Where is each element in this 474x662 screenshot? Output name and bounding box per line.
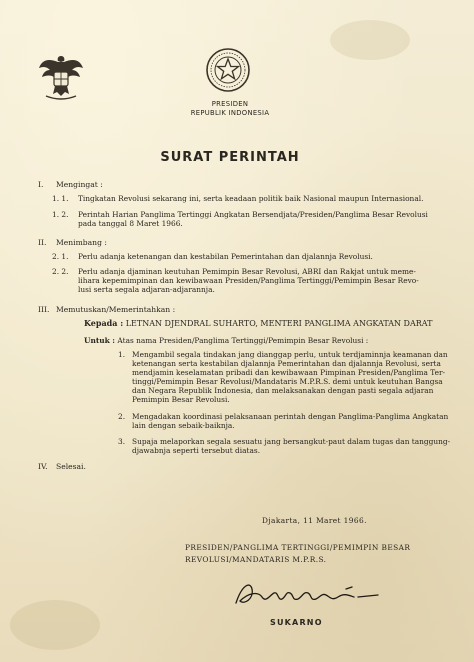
section-3-heading: [38, 305, 175, 314]
place-date: Djakarta, 11 Maret 1966.: [262, 516, 367, 525]
section-3-label: III.: [38, 305, 50, 314]
item-text: Perintah Harian Panglima Tertinggi Angkatan Bersendjata/Presiden/Panglima Besar Revolusi: [78, 210, 428, 219]
office-line-2: REPUBLIK INDONESIA: [190, 108, 270, 117]
item-number: 2. 2.: [52, 267, 69, 276]
handwritten-signature: [228, 575, 388, 615]
order-text-continued: tinggi/Pemimpin Besar Revolusi/Mandataris M.P.R.S. demi untuk keutuhan Bangsa: [132, 377, 443, 386]
item-text: Perlu adanja djaminan keutuhan Pemimpin Besar Revolusi, ABRI dan Rakjat untuk meme-: [78, 267, 416, 276]
order-text-continued: mendjamin keselamatan pribadi dan kewibawaan Pimpinan Presiden/Panglima Ter-: [132, 368, 446, 377]
item-text: Tingkatan Revolusi sekarang ini, serta keadaan politik baik Nasional maupun Internasional.: [78, 194, 424, 203]
untuk-line: [84, 336, 464, 345]
section-2-heading: [38, 238, 107, 247]
order-number: 3.: [118, 437, 126, 446]
garuda-emblem-icon: [38, 50, 84, 102]
section-4-heading: [38, 462, 86, 471]
item-number: 1. 1.: [52, 194, 69, 203]
order-text-continued: dan Negara Republik Indonesia, dan melaksanakan dengan pasti segala adjaran: [132, 386, 434, 395]
list-item: [52, 252, 452, 261]
list-item: [52, 210, 452, 219]
office-line-1: PRESIDEN: [211, 100, 249, 108]
order-item: [118, 350, 458, 359]
item-text-continued: lusi serta segala adjaran-adjarannja.: [78, 285, 215, 294]
item-text-continued: lihara kepemimpinan dan kewibawaan Presiden/Panglima Tertinggi/Pemimpin Besar Revo-: [78, 276, 419, 285]
section-4-title: Selesai.: [56, 462, 86, 471]
order-text: Supaja melaporkan segala sesuatu jang bersangkut-paut dalam tugas dan tanggung-: [132, 437, 451, 446]
signatory-title-line-2: REVOLUSI/MANDATARIS M.P.R.S.: [185, 555, 327, 564]
signature-name: SUKARNO: [270, 618, 323, 627]
office-heading: [160, 100, 300, 117]
order-text-continued: Pemimpin Besar Revolusi.: [132, 395, 230, 404]
kepada-line: [84, 319, 464, 328]
paper-stain: [330, 20, 410, 60]
order-item: [118, 412, 458, 421]
item-text-continued: pada tanggal 8 Maret 1966.: [78, 219, 183, 228]
section-2-label: II.: [38, 238, 47, 247]
list-item: [52, 267, 452, 276]
presidential-seal-icon: [205, 47, 251, 93]
section-4-label: IV.: [38, 462, 48, 471]
untuk-text: Atas nama Presiden/Panglima Tertinggi/Pemimpin Besar Revolusi :: [117, 336, 369, 345]
list-item: [52, 194, 452, 203]
untuk-label: Untuk :: [84, 336, 116, 345]
order-text: Mengambil segala tindakan jang dianggap perlu, untuk terdjaminnja keamanan dan: [132, 350, 448, 359]
page-title: SURAT PERINTAH: [160, 150, 300, 165]
kepada-text: LETNAN DJENDRAL SUHARTO, MENTERI PANGLIMA ANGKATAN DARAT: [125, 319, 433, 328]
order-text-continued: ketenangan serta kestabilan djalannja Pemerintahan dan djalannja Revolusi, serta: [132, 359, 441, 368]
section-2-title: Menimbang :: [56, 238, 107, 247]
kepada-label: Kepada :: [84, 318, 124, 328]
item-number: 1. 2.: [52, 210, 69, 219]
section-3-title: Memutuskan/Memerintahkan :: [56, 305, 176, 314]
order-number: 1.: [118, 350, 126, 359]
item-text: Perlu adanja ketenangan dan kestabilan Pemerintahan dan djalannja Revolusi.: [78, 252, 373, 261]
order-text: Mengadakan koordinasi pelaksanaan perintah dengan Panglima-Panglima Angkatan: [132, 412, 449, 421]
item-number: 2. 1.: [52, 252, 69, 261]
order-number: 2.: [118, 412, 126, 421]
section-1-heading: [38, 180, 103, 189]
order-item: [118, 437, 458, 446]
section-1-label: I.: [38, 180, 44, 189]
order-text-continued: lain dengan sebaik-baiknja.: [132, 421, 235, 430]
paper-stain: [10, 600, 100, 650]
section-1-title: Mengingat :: [56, 180, 103, 189]
order-text-continued: djawabnja seperti tersebut diatas.: [132, 446, 261, 455]
signatory-title-line-1: PRESIDEN/PANGLIMA TERTINGGI/PEMIMPIN BESAR: [185, 543, 411, 552]
